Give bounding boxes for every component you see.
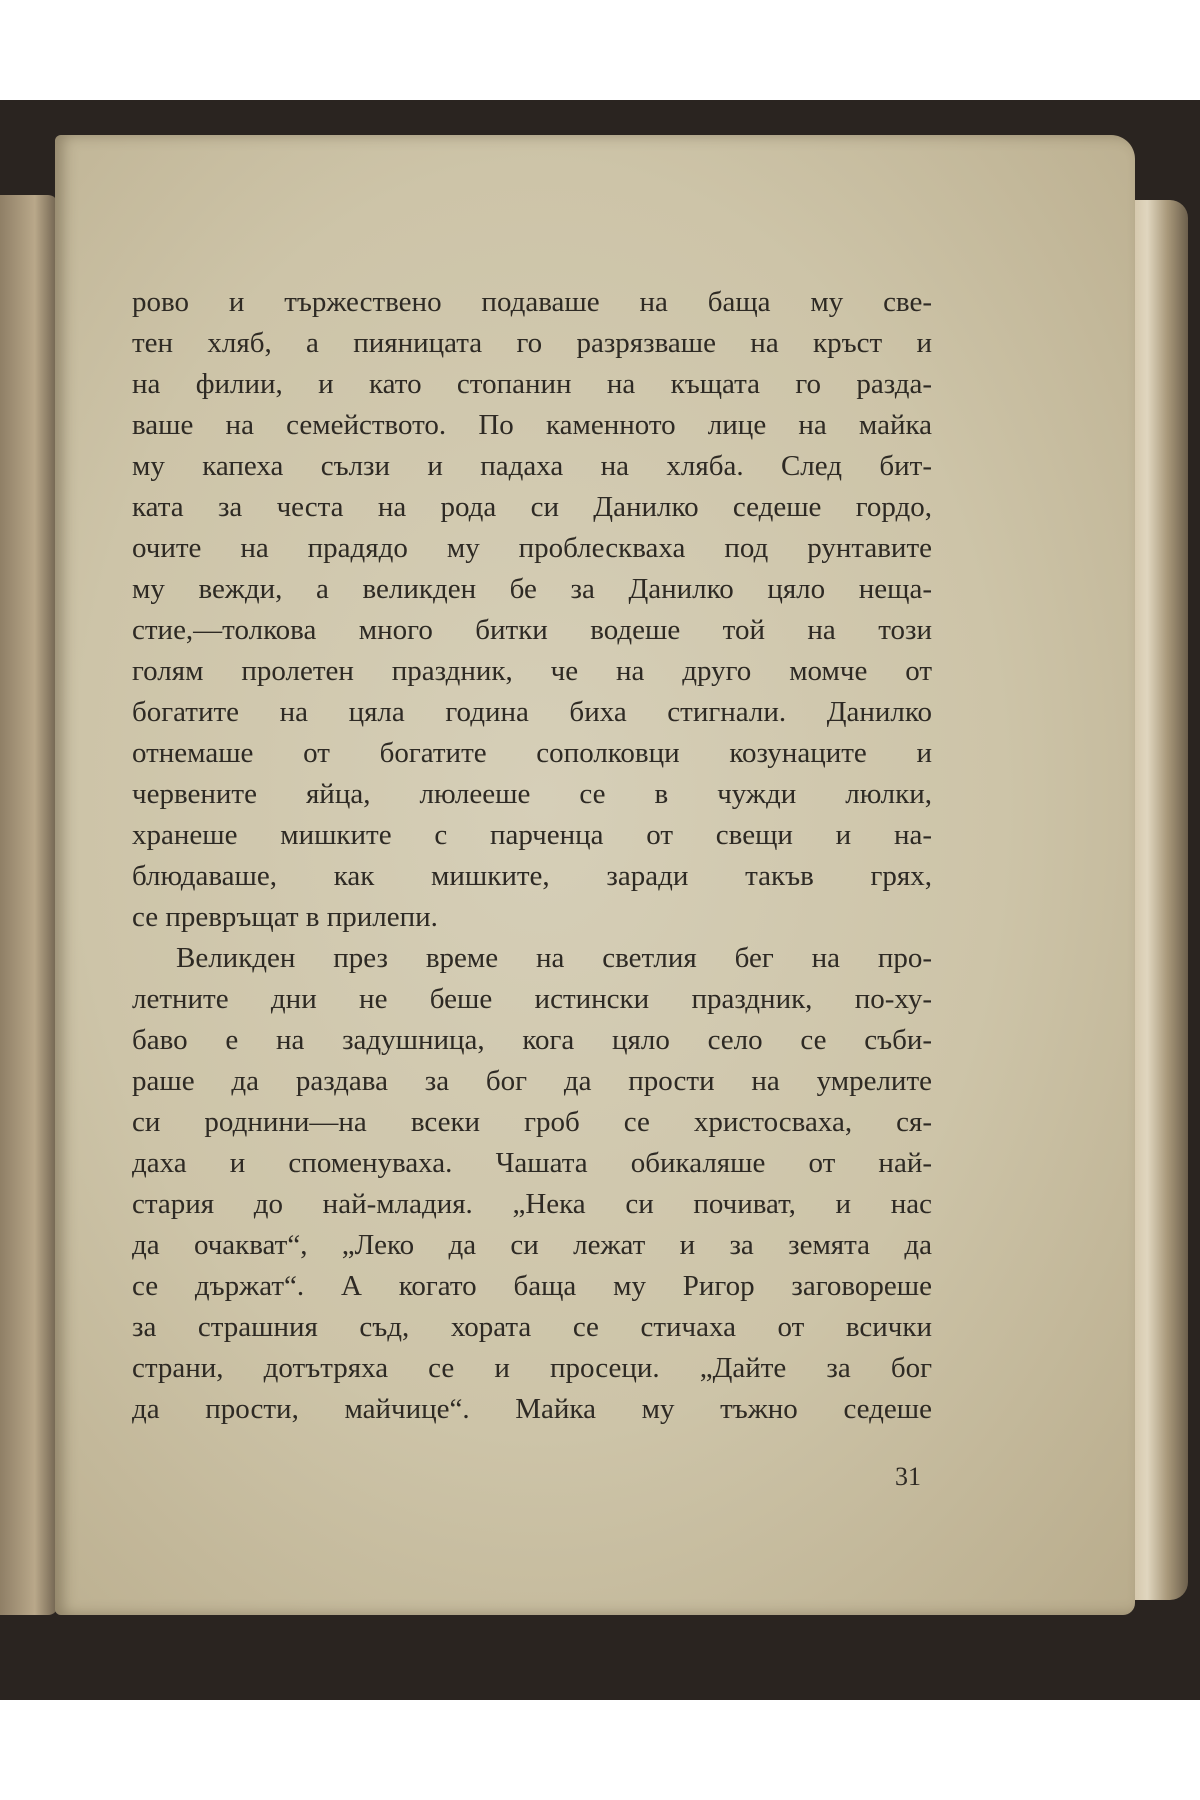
text-line-content: Великден през време на светлия бег на про- xyxy=(176,942,932,974)
text-line-content: ваше на семейството. По каменното лице на майка xyxy=(132,409,932,441)
text-line-content: стария до най-младия. „Нека си почиват, и нас xyxy=(132,1188,932,1220)
text-line-content: ката за честа на рода си Данилко седеше гордо, xyxy=(132,491,932,523)
text-line-content: блюдаваше, как мишките, заради такъв грях, xyxy=(132,860,932,892)
text-line-content: се превръщат в прилепи. xyxy=(132,901,438,933)
text-line-content: на филии, и като стопанин на къщата го разда- xyxy=(132,368,932,400)
text-line-content: баво е на задушница, кога цяло село се съби- xyxy=(132,1024,932,1056)
text-line-content: да прости, майчице“. Майка му тъжно седеше xyxy=(132,1393,932,1425)
text-line xyxy=(132,364,932,405)
text-line xyxy=(132,1348,932,1389)
text-line-content: богатите на цяла година биха стигнали. Данилко xyxy=(132,696,932,728)
text-line xyxy=(132,528,932,569)
text-line xyxy=(132,1184,932,1225)
text-line-content: голям пролетен праздник, че на друго момче от xyxy=(132,655,932,687)
page-text xyxy=(132,282,932,1430)
text-line xyxy=(132,323,932,364)
text-line xyxy=(132,651,932,692)
text-line-content: му капеха сълзи и падаха на хляба. След бит- xyxy=(132,450,932,482)
text-line xyxy=(132,774,932,815)
text-line-content: стие,—толкова много битки водеше той на този xyxy=(132,614,932,646)
text-line-content: се държат“. А когато баща му Ригор заговореше xyxy=(132,1270,932,1302)
text-line xyxy=(132,692,932,733)
text-line-content: за страшния съд, хората се стичаха от всички xyxy=(132,1311,932,1343)
text-line-content: рово и тържествено подаваше на баща му све- xyxy=(132,286,932,318)
text-line-content: отнемаше от богатите сополковци козунаците и xyxy=(132,737,932,769)
text-line xyxy=(132,1143,932,1184)
text-line xyxy=(132,938,932,979)
text-line xyxy=(132,1061,932,1102)
text-line-content: летните дни не беше истински праздник, по-ху- xyxy=(132,983,932,1015)
text-line-content: му вежди, а великден бе за Данилко цяло неща- xyxy=(132,573,932,605)
text-line xyxy=(132,897,932,938)
text-line-content: хранеше мишките с парченца от свещи и на- xyxy=(132,819,932,851)
text-line-content: даха и споменуваха. Чашата обикаляше от най- xyxy=(132,1147,932,1179)
text-line xyxy=(132,487,932,528)
text-line-content: тен хляб, а пияницата го разрязваше на кръст и xyxy=(132,327,932,359)
text-line-content: очите на прадядо му проблескваха под рунтавите xyxy=(132,532,932,564)
text-line-content: червените яйца, люлееше се в чужди люлки, xyxy=(132,778,932,810)
text-line xyxy=(132,610,932,651)
text-line xyxy=(132,1225,932,1266)
text-line-content: раше да раздава за бог да прости на умрелите xyxy=(132,1065,932,1097)
text-line xyxy=(132,979,932,1020)
text-line xyxy=(132,569,932,610)
text-line xyxy=(132,815,932,856)
text-line xyxy=(132,1389,932,1430)
text-line xyxy=(132,1102,932,1143)
page-number: 31 xyxy=(895,1462,921,1491)
text-line xyxy=(132,282,932,323)
text-line xyxy=(132,1020,932,1061)
text-line-content: да очакват“, „Леко да си лежат и за земята да xyxy=(132,1229,932,1261)
previous-page-edge xyxy=(0,195,58,1615)
text-line xyxy=(132,405,932,446)
text-line-content: страни, дотътряха се и просеци. „Дайте за бог xyxy=(132,1352,932,1384)
text-line xyxy=(132,446,932,487)
text-line xyxy=(132,1266,932,1307)
text-line xyxy=(132,1307,932,1348)
text-line xyxy=(132,733,932,774)
text-line-content: си роднини—на всеки гроб се христосваха, ся- xyxy=(132,1106,932,1138)
text-line xyxy=(132,856,932,897)
